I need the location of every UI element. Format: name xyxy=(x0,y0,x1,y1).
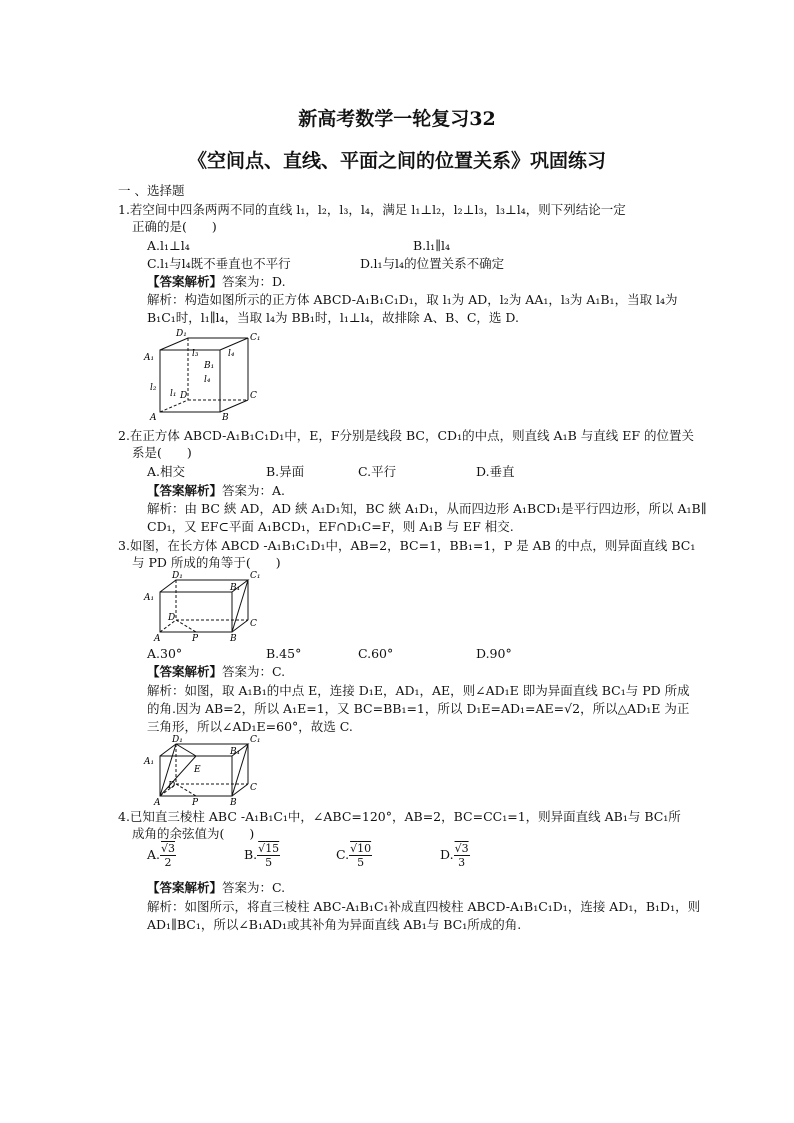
q3-answer xyxy=(147,664,285,680)
q1-stem-line1: 1.若空间中四条两两不同的直线 l₁，l₂，l₃，l₄，满足 l₁⊥l₂，l₂⊥l₃，l₃⊥l₄，则下列结论一定 xyxy=(118,202,626,217)
fraction xyxy=(454,842,470,869)
denominator: 5 xyxy=(265,856,273,869)
fig-label-a1: A₁ xyxy=(144,593,155,603)
fig-label-c: C xyxy=(250,783,257,793)
answer-text: 答案为：D. xyxy=(222,274,286,289)
q1-stem-line2: 正确的是( ) xyxy=(132,219,217,234)
q4-stem-line1: 4.已知直三棱柱 ABC -A₁B₁C₁中，∠ABC=120°，AB=2，BC=CC₁=1，则异面直线 AB₁与 BC₁所 xyxy=(118,809,681,824)
answer-text: 答案为：C. xyxy=(222,880,286,895)
q4-stem-line2: 成角的余弦值为( ) xyxy=(132,826,255,841)
fig-label-c1: C₁ xyxy=(250,571,261,581)
fig-label-p: P xyxy=(192,798,199,806)
denominator: 5 xyxy=(357,856,365,869)
fig-label-d1: D₁ xyxy=(176,329,187,339)
q4-analysis-line2: AD₁∥BC₁，所以∠B₁AD₁或其补角为异面直线 AB₁与 BC₁所成的角. xyxy=(147,917,522,932)
q3-solution-figure xyxy=(142,734,264,806)
fig-label-d: D xyxy=(180,391,188,401)
q2-analysis-line2: CD₁，又 EF⊂平面 A₁BCD₁，EF∩D₁C=F，则 A₁B 与 EF 相交. xyxy=(147,519,514,534)
q3-analysis-line1: 解析：如图，取 A₁B₁的中点 E，连接 D₁E，AD₁，AE，则∠AD₁E 即为异面直线 BC₁与 PD 所成 xyxy=(147,683,690,698)
q1-option-b: B.l₁∥l₄ xyxy=(413,238,450,253)
q2-analysis-line1: 解析：由 BC 綊 AD，AD 綊 A₁D₁知，BC 綊 A₁D₁，从而四边形 A₁BCD₁是平行四边形，所以 A₁B∥ xyxy=(147,501,707,516)
fig-label-l2: l₂ xyxy=(150,383,157,393)
answer-tag: 【答案解析】 xyxy=(147,880,223,895)
fig-label-d: D xyxy=(168,613,176,623)
fig-label-b: B xyxy=(230,798,237,806)
page-subtitle: 《空间点、直线、平面之间的位置关系》巩固练习 xyxy=(187,150,606,172)
fig-label-l3: l₃ xyxy=(192,349,199,359)
fig-label-c: C xyxy=(250,391,257,401)
fig-label-d1: D₁ xyxy=(172,571,183,581)
answer-tag: 【答案解析】 xyxy=(147,483,223,498)
q1-analysis-line1: 解析：构造如图所示的正方体 ABCD-A₁B₁C₁D₁，取 l₁为 AD，l₂为 AA₁，l₃为 A₁B₁，当取 l₄为 xyxy=(147,292,678,307)
q2-option-d: D.垂直 xyxy=(476,464,515,479)
fig-label-a1: A₁ xyxy=(144,353,155,363)
q4-answer xyxy=(147,880,285,896)
denominator: 2 xyxy=(164,856,172,869)
fig-label-d1: D₁ xyxy=(172,735,183,745)
q2-option-a: A.相交 xyxy=(147,464,186,479)
q4-option-b xyxy=(244,842,280,869)
numerator: √ 3 xyxy=(160,842,176,856)
q2-stem-line2: 系是( ) xyxy=(132,445,192,460)
fraction xyxy=(257,842,280,869)
option-letter: C. xyxy=(336,847,350,862)
q3-analysis-line2: 的角.因为 AB=2，所以 A₁E=1，又 BC=BB₁=1，所以 D₁E=AD₁=AE=√2，所以△AD₁E 为正 xyxy=(147,701,690,716)
fig-label-l4b: l₄ xyxy=(204,375,211,385)
numerator: √ 15 xyxy=(257,842,280,856)
fig-label-b: B xyxy=(222,413,229,422)
q1-option-a: A.l₁⊥l₄ xyxy=(147,238,190,253)
option-letter: A. xyxy=(147,847,161,862)
fig-label-b1: B₁ xyxy=(230,747,241,757)
fraction xyxy=(160,842,176,869)
option-letter: D. xyxy=(440,847,454,862)
fig-label-e: E xyxy=(194,765,201,775)
fig-label-c1: C₁ xyxy=(250,333,261,343)
q4-analysis-line1: 解析：如图所示，将直三棱柱 ABC-A₁B₁C₁补成直四棱柱 ABCD-A₁B₁C₁D₁，连接 AD₁，B₁D₁，则 xyxy=(147,899,701,914)
fig-label-b1: B₁ xyxy=(204,361,215,371)
q3-stem-line2: 与 PD 所成的角等于( ) xyxy=(132,555,281,570)
fig-label-l1: l₁ xyxy=(170,389,177,399)
q3-option-c: C.60° xyxy=(358,646,394,661)
q1-answer xyxy=(147,274,286,290)
option-letter: B. xyxy=(244,847,258,862)
q3-option-b: B.45° xyxy=(266,646,302,661)
q1-option-c: C.l₁与l₄既不垂直也不平行 xyxy=(147,256,291,271)
fig-label-a1: A₁ xyxy=(144,757,155,767)
q1-option-d: D.l₁与l₄的位置关系不确定 xyxy=(360,256,505,271)
q1-cube-figure xyxy=(142,326,262,422)
denominator: 3 xyxy=(458,856,466,869)
q3-option-d: D.90° xyxy=(476,646,512,661)
q3-box-figure xyxy=(142,570,264,642)
section-heading: 一 、选择题 xyxy=(118,183,185,198)
q4-option-d xyxy=(440,842,470,869)
answer-text: 答案为：A. xyxy=(222,483,286,498)
fig-label-d: D xyxy=(168,781,176,791)
q3-option-a: A.30° xyxy=(147,646,183,661)
fig-label-a: A xyxy=(154,634,161,642)
answer-text: 答案为：C. xyxy=(222,664,286,679)
fig-label-a: A xyxy=(154,798,161,806)
fig-label-b: B xyxy=(230,634,237,642)
q4-option-c xyxy=(336,842,372,869)
fig-label-b1: B₁ xyxy=(230,583,241,593)
q2-stem-line1: 2.在正方体 ABCD-A₁B₁C₁D₁中，E，F分别是线段 BC，CD₁的中点，则直线 A₁B 与直线 EF 的位置关 xyxy=(118,428,694,443)
numerator: √ 3 xyxy=(454,842,470,856)
q2-option-c: C.平行 xyxy=(358,464,397,479)
q2-option-b: B.异面 xyxy=(266,464,305,479)
fig-label-c: C xyxy=(250,619,257,629)
numerator: √ 10 xyxy=(349,842,372,856)
q4-option-a xyxy=(147,842,176,869)
q3-stem-line1: 3.如图，在长方体 ABCD -A₁B₁C₁D₁中，AB=2，BC=1，BB₁=1，P 是 AB 的中点，则异面直线 BC₁ xyxy=(118,538,696,553)
fig-label-a: A xyxy=(150,413,157,422)
q2-answer xyxy=(147,483,285,499)
fig-label-l4a: l₄ xyxy=(228,349,235,359)
answer-tag: 【答案解析】 xyxy=(147,274,223,289)
q1-analysis-line2: B₁C₁时，l₁∥l₄，当取 l₄为 BB₁时，l₁⊥l₄，故排除 A、B、C，选 D. xyxy=(147,310,519,325)
answer-tag: 【答案解析】 xyxy=(147,664,223,679)
fig-label-c1: C₁ xyxy=(250,735,261,745)
fig-label-p: P xyxy=(192,634,199,642)
fraction xyxy=(349,842,372,869)
page-title: 新高考数学一轮复习32 xyxy=(298,108,496,130)
q3-analysis-line3: 三角形，所以∠AD₁E=60°，故选 C. xyxy=(147,719,353,734)
